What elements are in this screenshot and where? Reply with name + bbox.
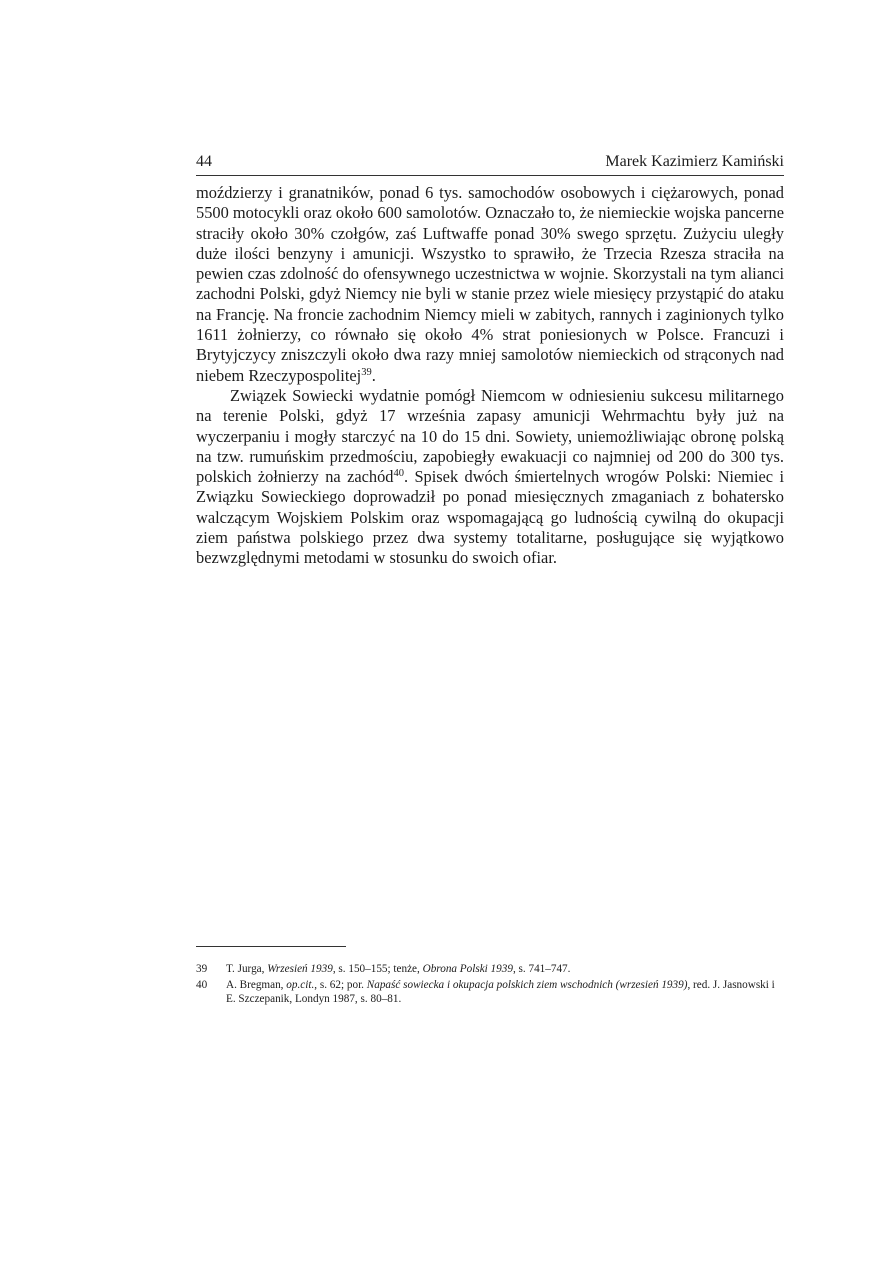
footnote-39 [196, 962, 784, 977]
footnote-title: op.cit. [286, 978, 315, 991]
paragraph-2-text: Związek Sowiecki wydatnie pomógł Niemcom w odniesieniu sukcesu militarnego na terenie Polski, gdyż 17 września zapasy amunicji Wehrmachtu były już na wyczerpaniu i mogły starczyć na 10 do 15 dni. Sowiety, uniemożliwiając obronę polską na tzw. rumuńskim przedmościu, zapobiegły ewakuacji co najmniej od 200 do 300 tys. polskich żołnierzy na zachód [196, 385, 784, 487]
footnote-ref-40[interactable]: 40 [393, 468, 404, 480]
footnote-title: Napaść sowiecka i okupacja polskich ziem wschodnich (wrzesień 1939) [366, 978, 688, 991]
footnote-title: Obrona Polski 1939 [422, 963, 513, 975]
paragraph-2-rest: . Spisek dwóch śmiertelnych wrogów Polski: Niemiec i Związku Sowieckiego doprowadził po ponad miesięcznych zmaganiach z bohatersko walczącym Wojskiem Polskim oraz wspomagającą go ludnością cywilną do okupacji ziem państwa polskiego przez dwa systemy totalitarne, posługujące się wyjątkowo bezwzględnymi metodami w stosunku do swoich ofiar. [196, 467, 784, 568]
footnote-text: , red. J. Jasnowski i E. Szczepanik, Londyn 1987, s. 80–81. [226, 978, 775, 1006]
footnote-ref-39[interactable]: 39 [361, 366, 372, 378]
footnote-title: Wrzesień 1939 [267, 963, 333, 975]
footnote-text: , s. 150–155; tenże, [332, 963, 423, 975]
footnote-text: T. Jurga, [226, 963, 268, 975]
footnote-text: A. Bregman, [226, 978, 287, 991]
footnote-text: , s. 62; por. [314, 978, 367, 991]
footnote-40 [196, 978, 784, 1007]
footnote-divider [196, 946, 346, 947]
page-number: 44 [196, 153, 212, 170]
paragraph-1-end: . [371, 365, 376, 385]
running-header [196, 151, 784, 176]
paragraph-1-text: moździerzy i granatników, ponad 6 tys. samochodów osobowych i ciężarowych, ponad 5500 motocykli oraz około 600 samolotów. Oznaczało to, że niemieckie wojska pancerne straciły około 30% czołgów, zaś Luftwaffe ponad 30% swego sprzętu. Zużyciu uległy duże ilości benzyny i amunicji. Wszystko to sprawiło, że Trzecia Rzesza straciła na pewien czas zdolność do ofensywnego uczestnictwa w wojnie. Skorzystali na tym alianci zachodni Polski, gdyż Niemcy nie byli w stanie przez wiele miesięcy przystąpić do ataku na Francję. Na froncie zachodnim Niemcy mieli w zabitych, rannych i zaginionych tylko 1611 żołnierzy, co równało się około 4% strat poniesionych w Polsce. Francuzi i Brytyjczycy zniszczyli około dwa razy mniej samolotów niemieckich od strąconych nad niebem Rzeczypospolitej [196, 183, 784, 385]
author-running-head: Marek Kazimierz Kamiński [605, 153, 784, 170]
paragraph-1 [196, 183, 784, 386]
footnote-number: 40 [196, 978, 208, 991]
footnotes [196, 962, 784, 1008]
main-text [196, 183, 784, 569]
footnote-number: 39 [196, 963, 208, 975]
paragraph-2 [196, 386, 784, 569]
footnote-text: , s. 741–747. [512, 963, 571, 975]
